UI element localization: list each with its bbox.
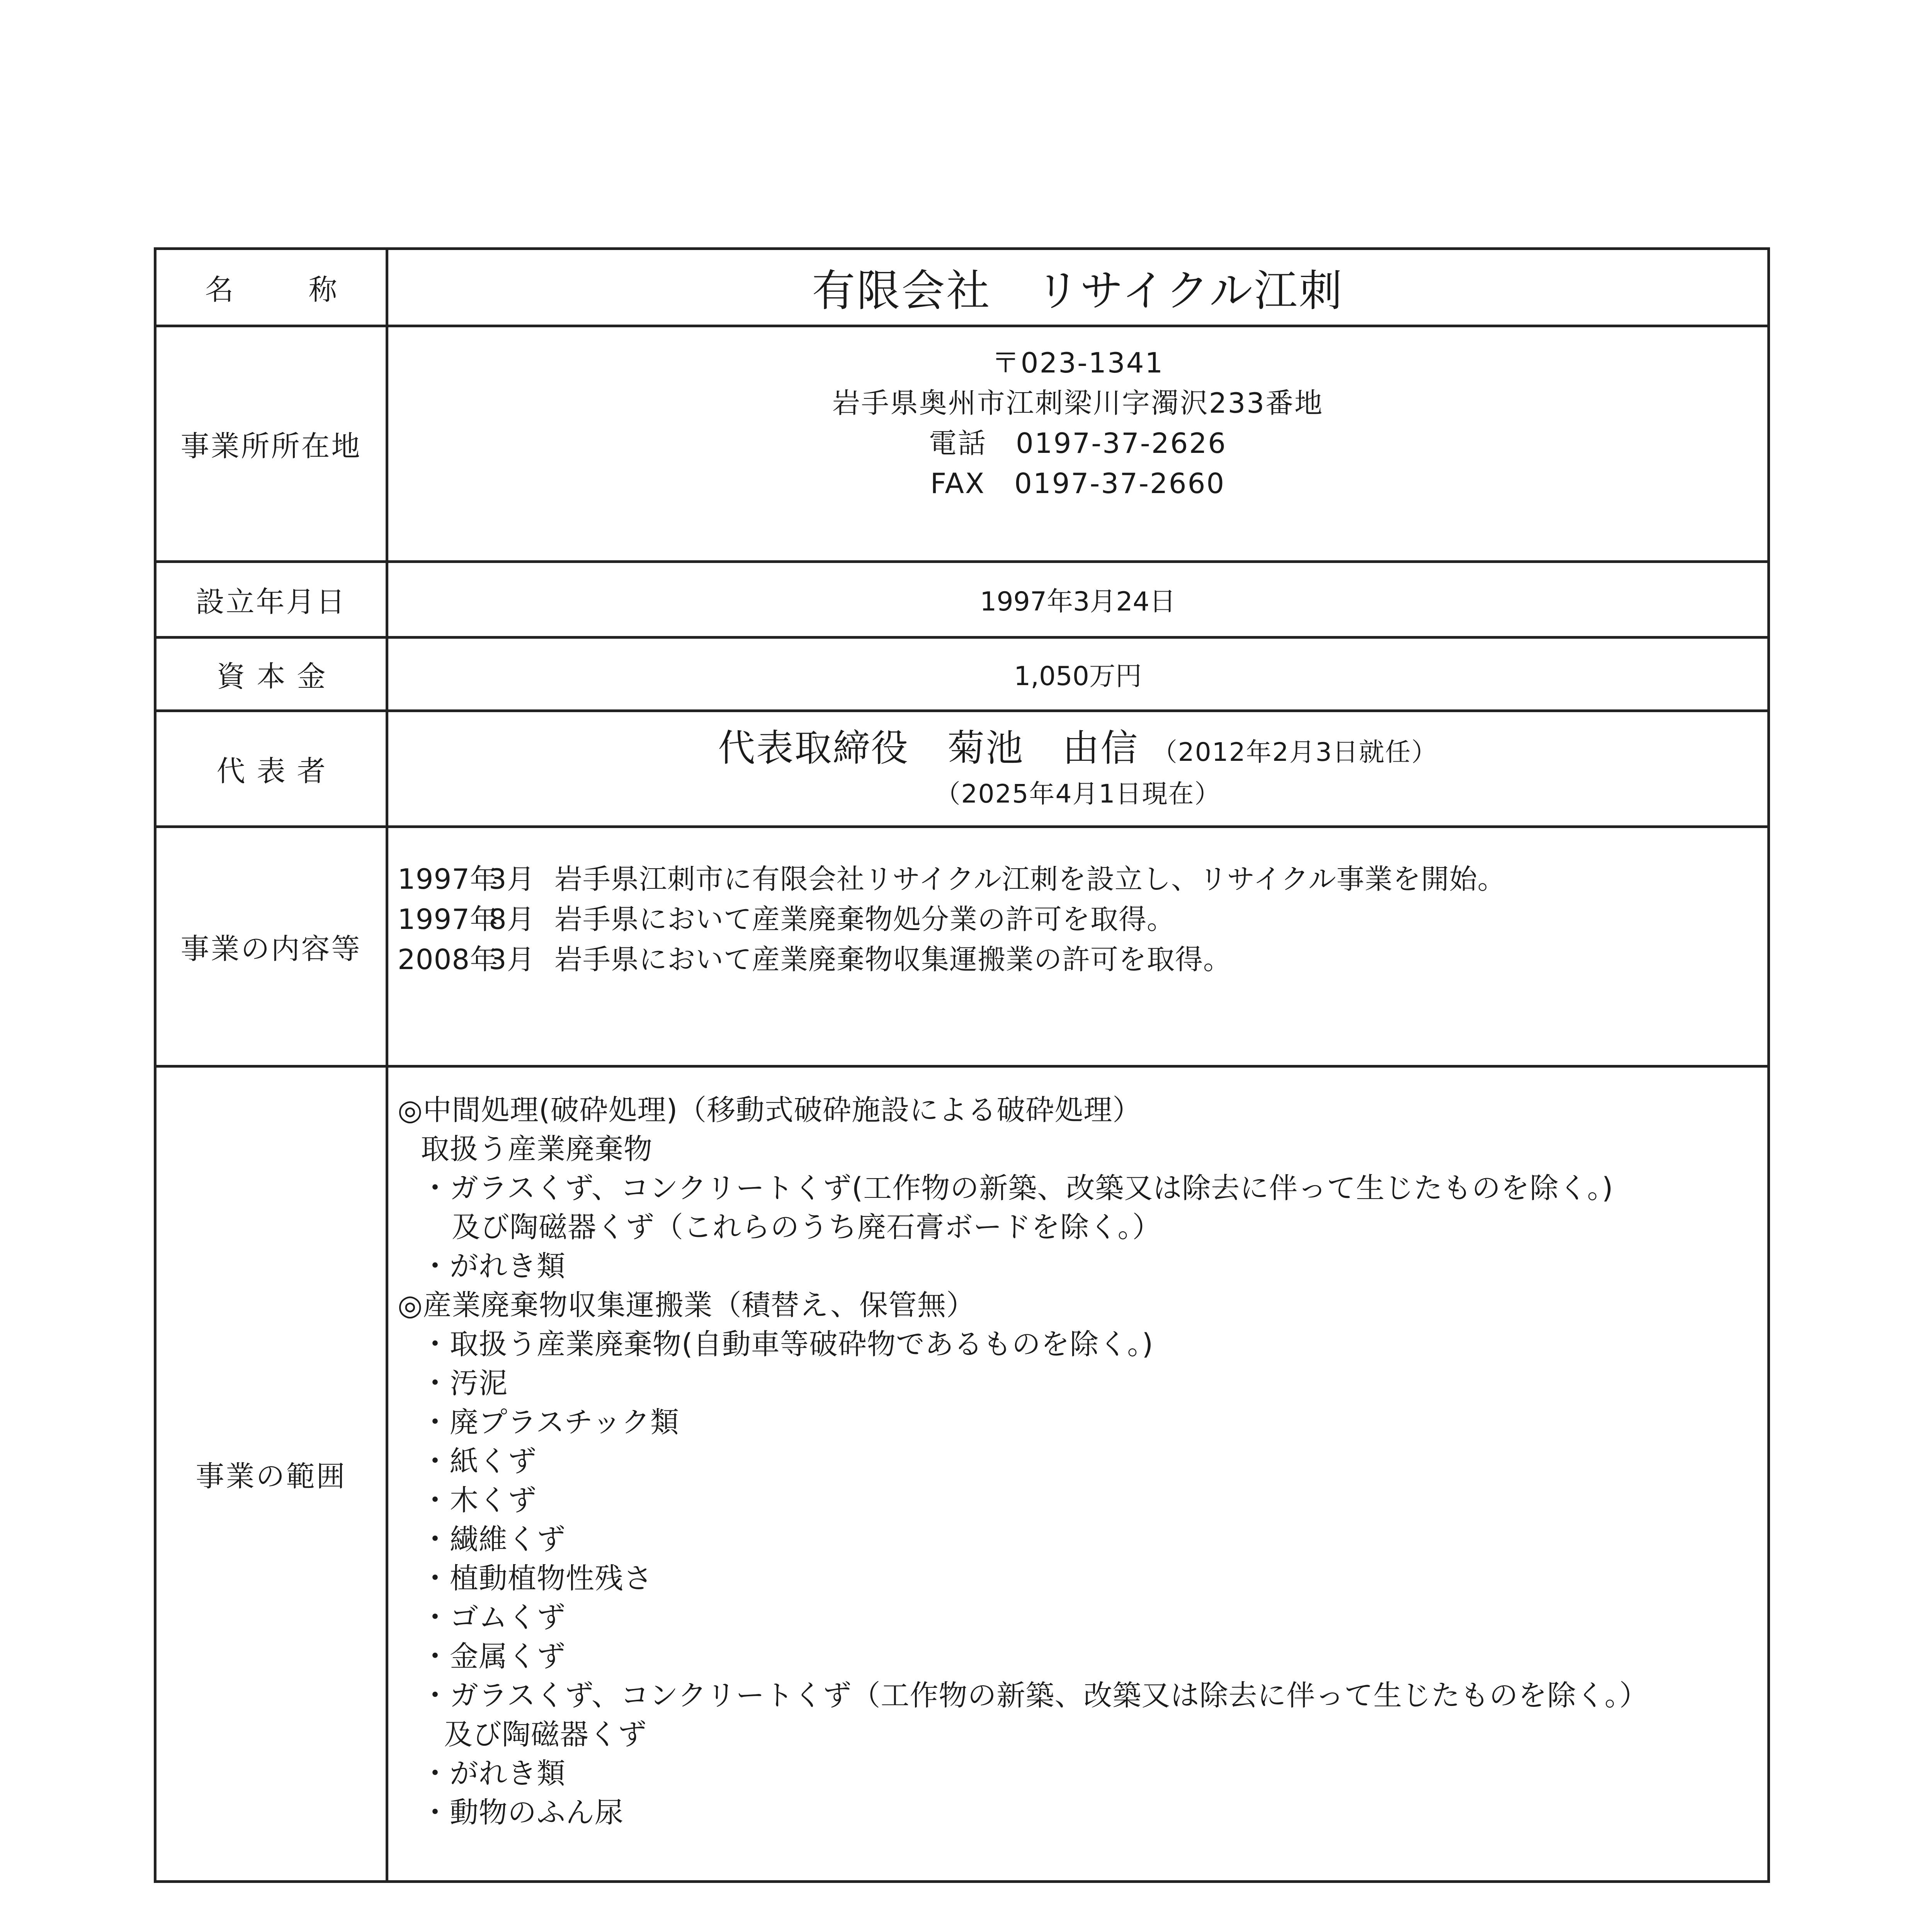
row-scope [155, 1066, 1769, 1882]
label-founded: 設立年月日 [155, 562, 387, 638]
street-address: 岩手県奥州市江刺梁川字濁沢233番地 [832, 387, 1324, 419]
history-year: 1997年 [398, 903, 498, 935]
label-representative: 代表者 [155, 711, 387, 827]
capital-value: 1,050万円 [387, 638, 1769, 711]
scope-item: ・ガラスくず、コンクリートくず（工作物の新築、改築又は除去に伴って生じたものを除く。） [421, 1679, 1648, 1712]
history-item [398, 899, 1767, 939]
postal-code: 〒023-1341 [991, 347, 1164, 379]
row-address [155, 326, 1769, 562]
history-text: 岩手県江刺市に有限会社リサイクル江刺を設立し、リサイクル事業を開始。 [554, 863, 1506, 895]
history-month: 3月 [489, 863, 535, 895]
scope-item: ・ゴムくず [421, 1601, 566, 1634]
fax-number: FAX 0197-37-2660 [930, 467, 1226, 500]
scope-item: ・がれき類 [421, 1250, 566, 1283]
company-profile-table [154, 247, 1770, 1883]
representative-block [387, 711, 1769, 827]
representative-name: 代表取締役 菊池 由信 [718, 726, 1139, 770]
history-item [398, 939, 1767, 980]
history-month: 8月 [489, 903, 535, 935]
history-year: 2008年 [398, 943, 498, 976]
address-block [387, 326, 1769, 562]
row-company-name [155, 249, 1769, 326]
label-company-name: 名 称 [155, 249, 387, 326]
scope-item: ・植動植物性残さ [421, 1562, 653, 1595]
row-history [155, 827, 1769, 1066]
scope-item: ・ガラスくず、コンクリートくず(工作物の新築、改築又は除去に伴って生じたものを除く。) [421, 1172, 1614, 1205]
history-item [398, 859, 1767, 899]
scope-item: ・金属くず [421, 1640, 566, 1673]
founded-value: 1997年3月24日 [387, 562, 1769, 638]
scope-heading-intermediate: ◎中間処理(破砕処理)（移動式破砕施設による破砕処理） [398, 1094, 1142, 1127]
scope-item: ・汚泥 [421, 1367, 508, 1400]
history-text: 岩手県において産業廃棄物収集運搬業の許可を取得。 [554, 943, 1232, 976]
company-name-value: 有限会社 リサイクル江刺 [387, 249, 1769, 326]
scope-item: ・動物のふん尿 [421, 1796, 624, 1829]
row-founded [155, 562, 1769, 638]
scope-item: ・廃プラスチック類 [421, 1406, 680, 1439]
phone-number: 電話 0197-37-2626 [928, 427, 1227, 459]
history-month: 3月 [489, 943, 535, 976]
scope-item: ・取扱う産業廃棄物(自動車等破砕物であるものを除く。) [421, 1328, 1154, 1361]
history-year: 1997年 [398, 863, 498, 895]
appointed-date: （2012年2月3日就任） [1151, 737, 1438, 767]
scope-item: ・繊維くず [421, 1523, 566, 1556]
row-capital [155, 638, 1769, 711]
row-representative [155, 711, 1769, 827]
scope-heading-transport: ◎産業廃棄物収集運搬業（積替え、保管無） [398, 1289, 976, 1322]
scope-subheading: 取扱う産業廃棄物 [421, 1133, 653, 1166]
label-scope: 事業の範囲 [155, 1066, 387, 1882]
label-capital: 資本金 [155, 638, 387, 711]
history-text: 岩手県において産業廃棄物処分業の許可を取得。 [554, 903, 1175, 935]
scope-item: ・紙くず [421, 1445, 537, 1478]
scope-list [387, 1066, 1769, 1882]
scope-item: ・がれき類 [421, 1757, 566, 1790]
label-history: 事業の内容等 [155, 827, 387, 1066]
history-list [387, 827, 1769, 1066]
scope-item-continuation: 及び陶磁器くず（これらのうち廃石膏ボードを除く。） [452, 1211, 1161, 1244]
scope-item-continuation: 及び陶磁器くず [444, 1718, 647, 1751]
scope-item: ・木くず [421, 1484, 537, 1517]
as-of-date: （2025年4月1日現在） [935, 779, 1221, 809]
label-address: 事業所所在地 [155, 326, 387, 562]
